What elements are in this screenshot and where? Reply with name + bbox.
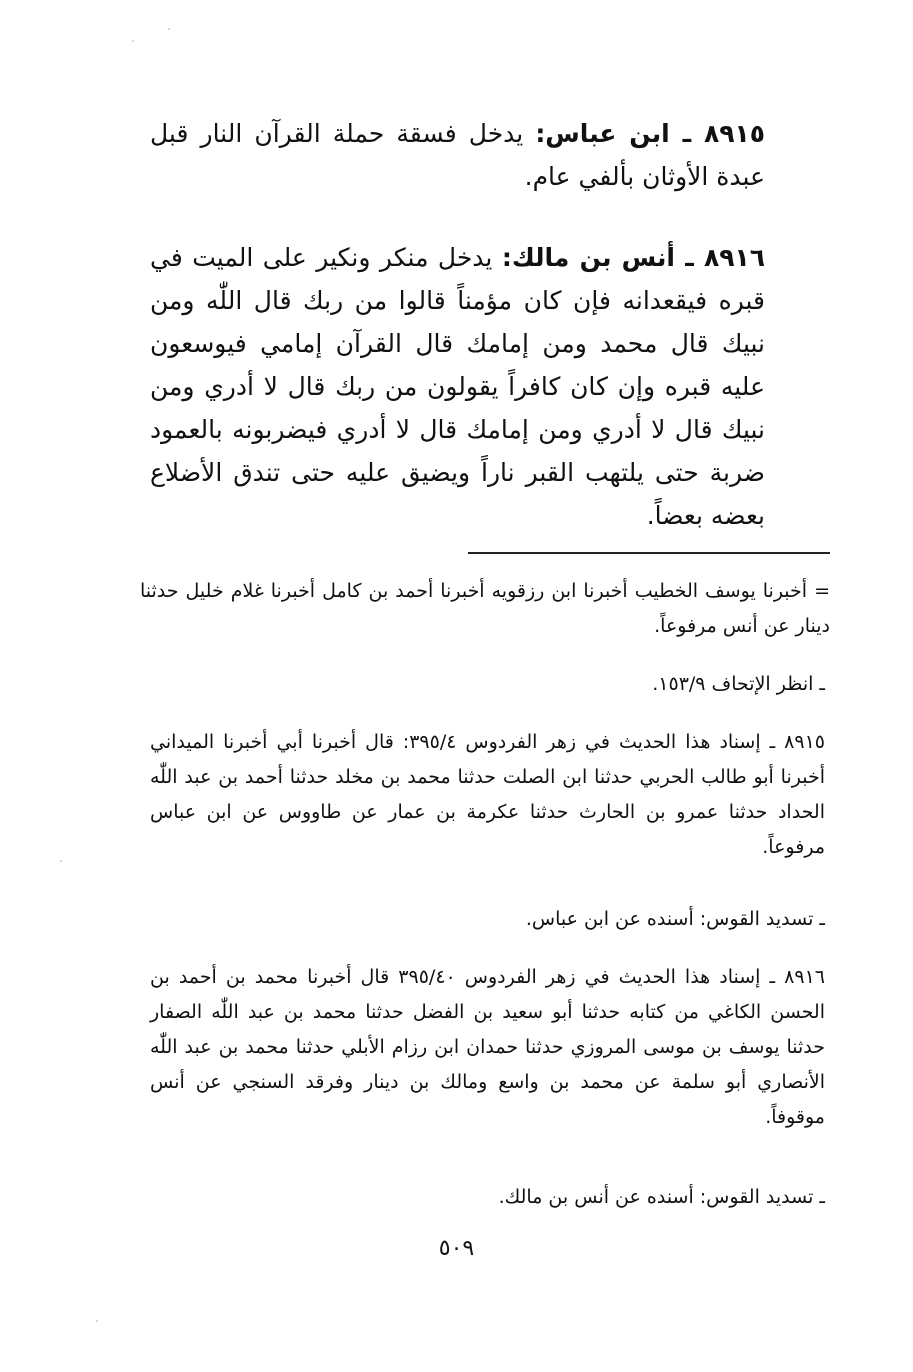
- hadith-text: يدخل فسقة حملة القرآن النار قبل عبدة الأوثان بألفي عام.: [150, 119, 765, 191]
- footnote-isnad-8916: ٨٩١٦ ـ إسناد هذا الحديث في زهر الفردوس ٣٩٥/٤٠ قال أخبرنا محمد بن أحمد بن الحسن الكاغي من كتابه حدثنا أبو سعيد بن الفضل حدثنا محمد بن عبد اللّٰه الصفار حدثنا يوسف بن موسى المروزي حدثنا حمدان ابن رزام الأبلي حدثنا محمد بن عبد اللّٰه الأنصاري أبو سلمة عن محمد بن واسع ومالك بن دينار وفرقد السنجي عن أنس موقوفاً.: [150, 966, 825, 1128]
- scan-speck: [132, 40, 134, 42]
- hadith-text: يدخل منكر ونكير على الميت في قبره فيقعدانه فإن كان مؤمناً قالوا من ربك قال اللّٰه ومن نبيك قال محمد ومن إمامك قال القرآن إمامي فيوسعون عليه قبره وإن كان كافراً يقولون من ربك قال لا أدري ومن نبيك قال لا أدري ومن إمامك قال لا أدري فيضربونه بالعمود ضربة حتى يلتهب القبر ناراً ويضيق عليه حتى تندق الأضلاع بعضه بعضاً.: [150, 243, 765, 530]
- footnote-tasdid-8916: ـ تسديد القوس: أسنده عن أنس بن مالك.: [498, 1186, 825, 1208]
- hadith-number-narrator: ٨٩١٦ ـ أنس بن مالك:: [501, 243, 765, 272]
- scan-speck: [168, 28, 170, 30]
- footnote-isnad-8915: ٨٩١٥ ـ إسناد هذا الحديث في زهر الفردوس ٣٩٥/٤: قال أخبرنا أبي أخبرنا الميداني أخبرنا أبو طالب الحربي حدثنا ابن الصلت حدثنا محمد بن مخلد حدثنا أحمد بن عبد اللّٰه الحداد حدثنا عمرو بن الحارث حدثنا عكرمة بن عمار عن طاووس عن ابن عباس مرفوعاً.: [150, 731, 825, 858]
- footnote-continuation: = أخبرنا يوسف الخطيب أخبرنا ابن رزقويه أخبرنا أحمد بن كامل أخبرنا غلام خليل حدثنا دينار عن أنس مرفوعاً.: [140, 580, 830, 637]
- footnote-reference: ـ انظر الإتحاف ١٥٣/٩.: [652, 673, 825, 695]
- hadith-number-narrator: ٨٩١٥ ـ ابن عباس:: [535, 119, 765, 148]
- hadith-entry-8916: [150, 236, 765, 537]
- footnote-divider: [468, 552, 830, 554]
- footnote-tasdid-8915: ـ تسديد القوس: أسنده عن ابن عباس.: [525, 908, 825, 930]
- page-number: ٥٠٩: [438, 1236, 475, 1261]
- scan-speck: [60, 860, 62, 862]
- hadith-entry-8915: [150, 112, 765, 198]
- scan-speck: [96, 1320, 98, 1322]
